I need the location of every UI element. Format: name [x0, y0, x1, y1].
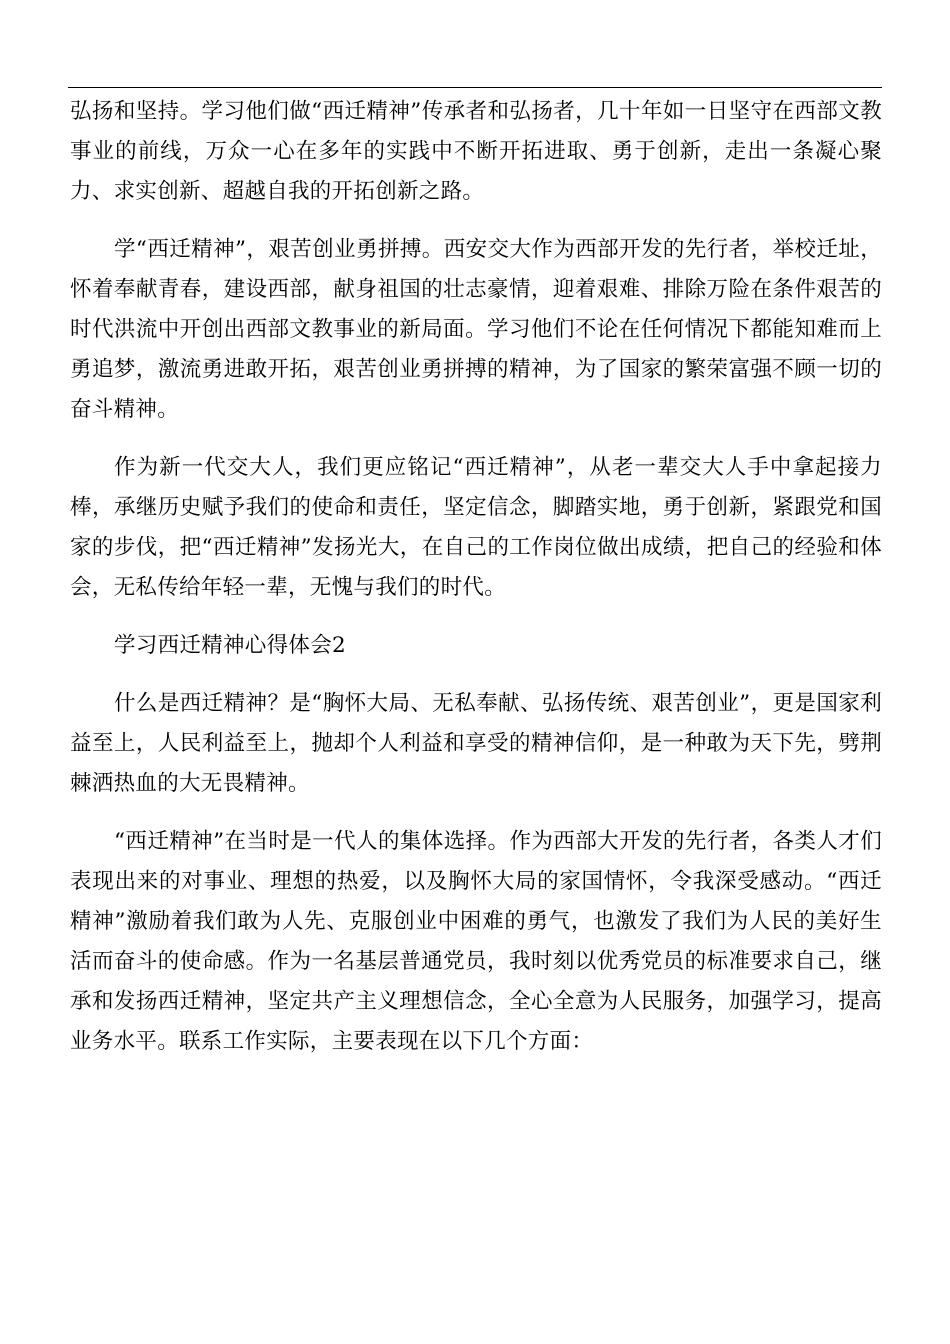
paragraph-definition: 什么是西迁精神？是“胸怀大局、无私奉献、弘扬传统、艰苦创业”，更是国家利益至上，人民利益至上，抛却个人利益和享受的精神信仰，是一种敢为天下先，劈荆棘洒热血的大无畏精神。 — [70, 691, 882, 796]
document-body — [70, 92, 882, 1080]
paragraph-new-generation: 作为新一代交大人，我们更应铭记“西迁精神”，从老一辈交大人手中拿起接力棒，承继历史赋予我们的使命和责任，坚定信念，脚踏实地，勇于创新，紧跟党和国家的步伐，把“西迁精神”发扬光大，在自己的工作岗位做出成绩，把自己的经验和体会，无私传给年轻一辈，无愧与我们的时代。 — [70, 455, 882, 600]
paragraph-hardship: 学“西迁精神”，艰苦创业勇拼搏。西安交大作为西部开发的先行者，举校迁址，怀着奉献青春，建设西部，献身祖国的壮志豪情，迎着艰难、排除万险在条件艰苦的时代洪流中开创出西部文教事业的新局面。学习他们不论在任何情况下都能知难而上勇追梦，激流勇进敢开拓，艰苦创业勇拼搏的精神，为了国家的繁荣富强不顾一切的奋斗精神。 — [70, 237, 882, 422]
header-rule — [68, 87, 882, 88]
paragraph-collective-choice: “西迁精神”在当时是一代人的集体选择。作为西部大开发的先行者，各类人才们表现出来的对事业、理想的热爱，以及胸怀大局的家国情怀，令我深受感动。“西迁精神”激励着我们敢为人先、克服创业中困难的勇气，也激发了我们为人民的美好生活而奋斗的使命感。作为一名基层普通党员，我时刻以优秀党员的标准要求自己，继承和发扬西迁精神，坚定共产主义理想信念，全心全意为人民服务，加强学习，提高业务水平。联系工作实际，主要表现在以下几个方面： — [70, 829, 882, 1054]
paragraph-continuation: 弘扬和坚持。学习他们做“西迁精神”传承者和弘扬者，几十年如一日坚守在西部文教事业的前线，万众一心在多年的实践中不断开拓进取、勇于创新，走出一条凝心聚力、求实创新、超越自我的开拓创新之路。 — [70, 99, 882, 204]
section-heading: 学习西迁精神心得体会2 — [114, 633, 346, 658]
